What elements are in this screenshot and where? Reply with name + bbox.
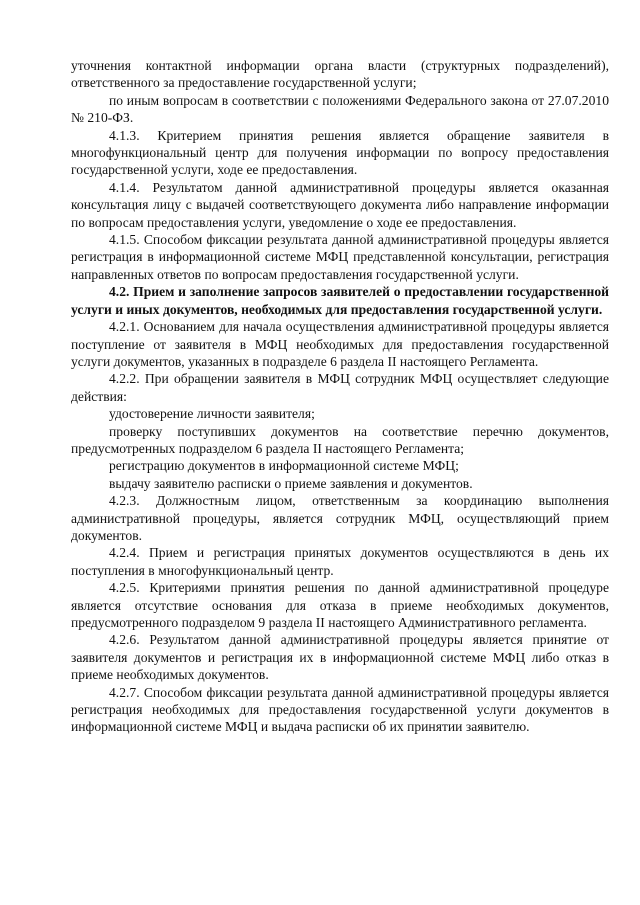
paragraph-4-2-6: 4.2.6. Результатом данной административной процедуры является принятие от заявителя документов и регистрация их в информационной системе МФЦ либо отказ в приеме необходимых документов. <box>71 632 609 683</box>
paragraph-other-questions: по иным вопросам в соответствии с положениями Федерального закона от 27.07.2010 № 210-ФЗ. <box>71 92 609 126</box>
list-item-registration: регистрацию документов в информационной системе МФЦ; <box>109 458 459 474</box>
section-heading-4-2: 4.2. Прием и заполнение запросов заявителей о предоставлении государственной услуги и иных документов, необходимых для предоставления государственной услуги. <box>71 284 609 317</box>
paragraph-4-1-5: 4.1.5. Способом фиксации результата данной административной процедуры является регистрация в информационной системе МФЦ представленной консультации, регистрация направленных ответов по вопросам предоставления государственной услуги. <box>71 232 609 282</box>
paragraph-4-2-7: 4.2.7. Способом фиксации результата данной административной процедуры является регистрация необходимых для предоставления государственной услуги документов в информационной системе МФЦ и выдача расписки об их принятии заявителю. <box>71 684 609 735</box>
paragraph-4-2-5: 4.2.5. Критериями принятия решения по данной административной процедуре является отсутствие основания для отказа в приеме необходимых документов, предусмотренного подразделом 9 раздела II настоящего Административного регламента. <box>71 580 609 630</box>
document-page <box>71 57 609 736</box>
paragraph-4-1-3: 4.1.3. Критерием принятия решения является обращение заявителя в многофункциональный центр для получения информации по вопросу предоставления государственной услуги, ходе ее предоставления. <box>71 127 609 178</box>
paragraph-4-2-1: 4.2.1. Основанием для начала осуществления административной процедуры является поступление от заявителя в МФЦ необходимых для предоставления государственной услуги документов, указанных в подразделе 6 раздела II настоящего Регламента. <box>71 319 609 369</box>
list-item-receipt: выдачу заявителю расписки о приеме заявления и документов. <box>109 475 473 491</box>
paragraph-4-2-2: 4.2.2. При обращении заявителя в МФЦ сотрудник МФЦ осуществляет следующие действия: <box>71 371 609 404</box>
paragraph-4-1-4: 4.1.4. Результатом данной административной процедуры является оказанная консультация лицу с выдачей соответствующего документа либо направление информации по вопросам предоставления услуги, уведомление о ходе ее предоставления. <box>71 179 609 230</box>
list-item-document-check: проверку поступивших документов на соответствие перечню документов, предусмотренных подразделом 6 раздела II настоящего Регламента; <box>71 423 609 456</box>
paragraph-continuation: уточнения контактной информации органа власти (структурных подразделений), ответственного за предоставление государственной услуги; <box>71 58 609 91</box>
list-item-identity: удостоверение личности заявителя; <box>109 406 315 422</box>
paragraph-4-2-3: 4.2.3. Должностным лицом, ответственным за координацию выполнения административной процедуры, является сотрудник МФЦ, осуществляющий прием документов. <box>71 493 609 543</box>
paragraph-4-2-4: 4.2.4. Прием и регистрация принятых документов осуществляются в день их поступления в многофункциональный центр. <box>71 545 609 578</box>
